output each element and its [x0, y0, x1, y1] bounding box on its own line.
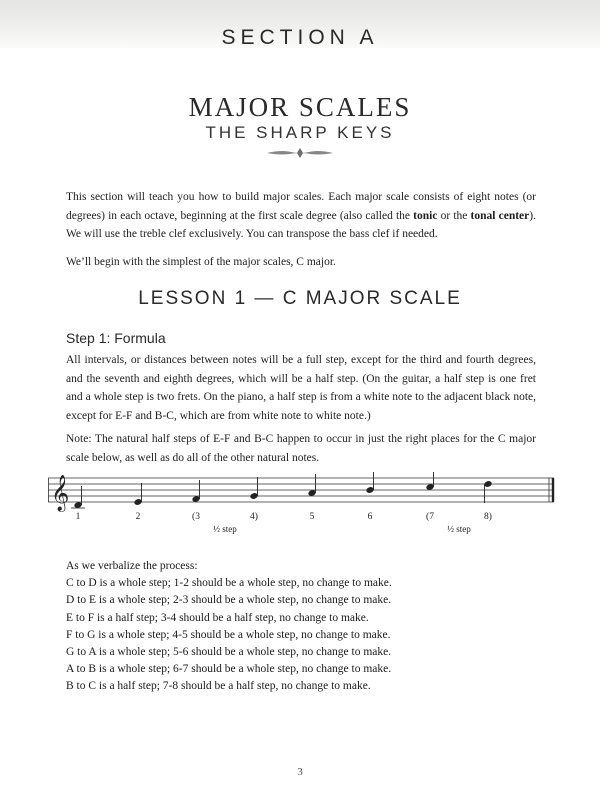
page-title: MAJOR SCALES — [188, 92, 412, 122]
page-subtitle: THE SHARP KEYS — [205, 123, 395, 142]
ornament-flourish-icon — [265, 147, 335, 159]
staff-lines — [48, 472, 558, 512]
scale-degree-label: 8) — [484, 512, 492, 522]
scale-degree-label: 1 — [75, 512, 81, 522]
intro-paragraph — [66, 188, 536, 244]
scale-degree-label: 6 — [367, 512, 373, 522]
treble-clef-icon: 𝄞 — [51, 475, 70, 511]
scale-degree-label: 2 — [135, 512, 141, 522]
intro-text-part: This section will teach you how to build major scales. Each major scale consists of eight notes (or degrees) in each octave, beginning at the first scale degree (also called the — [66, 191, 536, 222]
process-line: A to B is a whole step; 6-7 should be a whole step, no change to make. — [66, 663, 392, 676]
note-paragraph: Note: The natural half steps of E-F and B-C happen to occur in just the right places for the C major scale below, as well as do all of the other natural notes. — [66, 433, 536, 464]
scale-degree-label: 5 — [309, 512, 315, 522]
scale-degree-label: 4) — [250, 512, 258, 522]
half-step-label: ½ step — [447, 524, 471, 534]
intro-text-part: ). We will use the treble clef exclusively. You can transpose the bass clef if needed. — [66, 209, 536, 240]
process-line: G to A is a whole step; 5-6 should be a whole step, no change to make. — [66, 646, 392, 659]
scale-degree-label: (3 — [192, 512, 200, 522]
half-step-label: ½ step — [213, 524, 237, 534]
page-number: 3 — [297, 766, 303, 778]
process-line: F to G is a whole step; 4-5 should be a whole step, no change to make. — [66, 628, 391, 641]
section-title: SECTION A — [221, 26, 379, 49]
process-line: B to C is a half step; 7-8 should be a half step, no change to make. — [66, 680, 371, 693]
intro-text-part: or the — [437, 209, 471, 222]
process-line: C to D is a whole step; 1-2 should be a whole step, no change to make. — [66, 577, 392, 590]
lesson-title: LESSON 1 — C MAJOR SCALE — [138, 288, 462, 309]
step-title: Step 1: Formula — [66, 330, 166, 346]
intro-paragraph-2: We’ll begin with the simplest of the major scales, C major. — [66, 256, 336, 268]
process-line: D to E is a whole step; 2-3 should be a whole step, no change to make. — [66, 594, 392, 607]
process-list — [66, 558, 536, 696]
formula-paragraph: All intervals, or distances between notes will be a full step, except for the third and fourth degrees, and the seventh and eighth degrees, which will be a half step. (On the guitar, a half step is one fret and a whole step is two frets. On the piano, a half step is from a white note to the adjacent black note, except for E-F and B-C, which are from white note to white note.) — [66, 354, 536, 422]
process-line: E to F is a half step; 3-4 should be a half step, no change to make. — [66, 611, 369, 624]
term-tonal-center: tonal center — [470, 209, 530, 222]
scale-degree-label: (7 — [426, 512, 434, 522]
process-intro: As we verbalize the process: — [66, 560, 198, 572]
c-major-staff — [48, 472, 558, 532]
term-tonic: tonic — [413, 209, 438, 222]
